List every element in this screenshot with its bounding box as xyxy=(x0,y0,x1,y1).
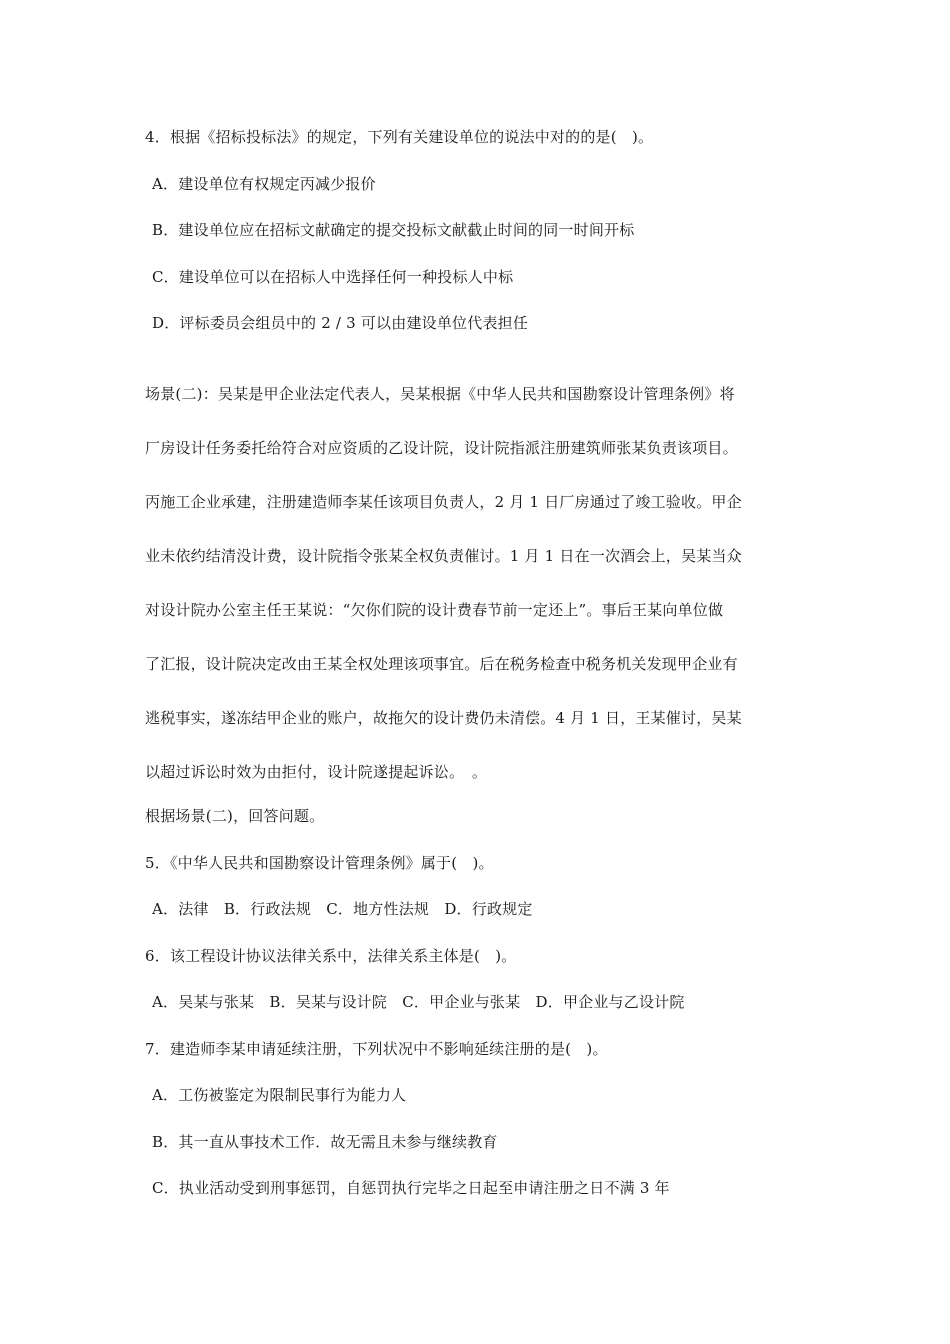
scenario-line-5: 对设计院办公室主任王某说：“欠你们院的设计费春节前一定还上”。事后王某向单位做 xyxy=(145,601,724,619)
question-5-stem: 5．《中华人民共和国勘察设计管理条例》属于( )。 xyxy=(145,854,494,872)
scenario-line-4: 业未依约结清没计费，设计院指令张某全权负责催讨。1 月 1 日在一次酒会上，吴某当众 xyxy=(145,547,742,565)
question-4-option-d: D．评标委员会组员中的 2 / 3 可以由建设单位代表担任 xyxy=(152,314,529,332)
question-7-option-a: A．工伤被鉴定为限制民事行为能力人 xyxy=(152,1086,407,1104)
question-7-option-b: B．其一直从事技术工作．故无需且未参与继续教育 xyxy=(152,1133,498,1151)
scenario-line-7: 逃税事实，遂冻结甲企业的账户，故拖欠的设计费仍未清偿。4 月 1 日，王某催讨，吴某 xyxy=(145,709,742,727)
question-4-option-a: A．建设单位有权规定丙减少报价 xyxy=(152,175,376,193)
question-4-stem: 4．根据《招标投标法》的规定，下列有关建设单位的说法中对的的是( )。 xyxy=(145,128,654,146)
question-4-option-c: C．建设单位可以在招标人中选择任何一种投标人中标 xyxy=(152,268,514,286)
question-6-stem: 6．该工程设计协议法律关系中，法律关系主体是( )。 xyxy=(145,947,517,965)
question-7-stem: 7．建造师李某申请延续注册，下列状况中不影响延续注册的是( )。 xyxy=(145,1040,608,1058)
scenario-line-8: 以超过诉讼时效为由拒付，设计院遂提起诉讼。 。 xyxy=(145,763,488,781)
question-6-options: A．吴某与张某 B．吴某与设计院 C．甲企业与张某 D．甲企业与乙设计院 xyxy=(152,993,685,1011)
scenario-line-2: 厂房设计任务委托给符合对应资质的乙设计院，设计院指派注册建筑师张某负责该项目。 xyxy=(145,439,738,457)
scenario-line-1: 场景(二)：吴某是甲企业法定代表人，吴某根据《中华人民共和国勘察设计管理条例》将 xyxy=(145,385,735,403)
scenario-line-3: 丙施工企业承建，注册建造师李某任该项目负责人，2 月 1 日厂房通过了竣工验收。甲企 xyxy=(145,493,742,511)
scenario-prompt: 根据场景(二)，回答问题。 xyxy=(145,807,325,825)
question-4-option-b: B．建设单位应在招标文献确定的提交投标文献截止时间的同一时间开标 xyxy=(152,221,635,239)
question-5-options: A．法律 B．行政法规 C．地方性法规 D．行政规定 xyxy=(152,900,533,918)
question-7-option-c: C．执业活动受到刑事惩罚，自惩罚执行完毕之日起至申请注册之日不满 3 年 xyxy=(152,1179,670,1197)
scenario-line-6: 了汇报，设计院决定改由王某全权处理该项事宜。后在税务检查中税务机关发现甲企业有 xyxy=(145,655,738,673)
